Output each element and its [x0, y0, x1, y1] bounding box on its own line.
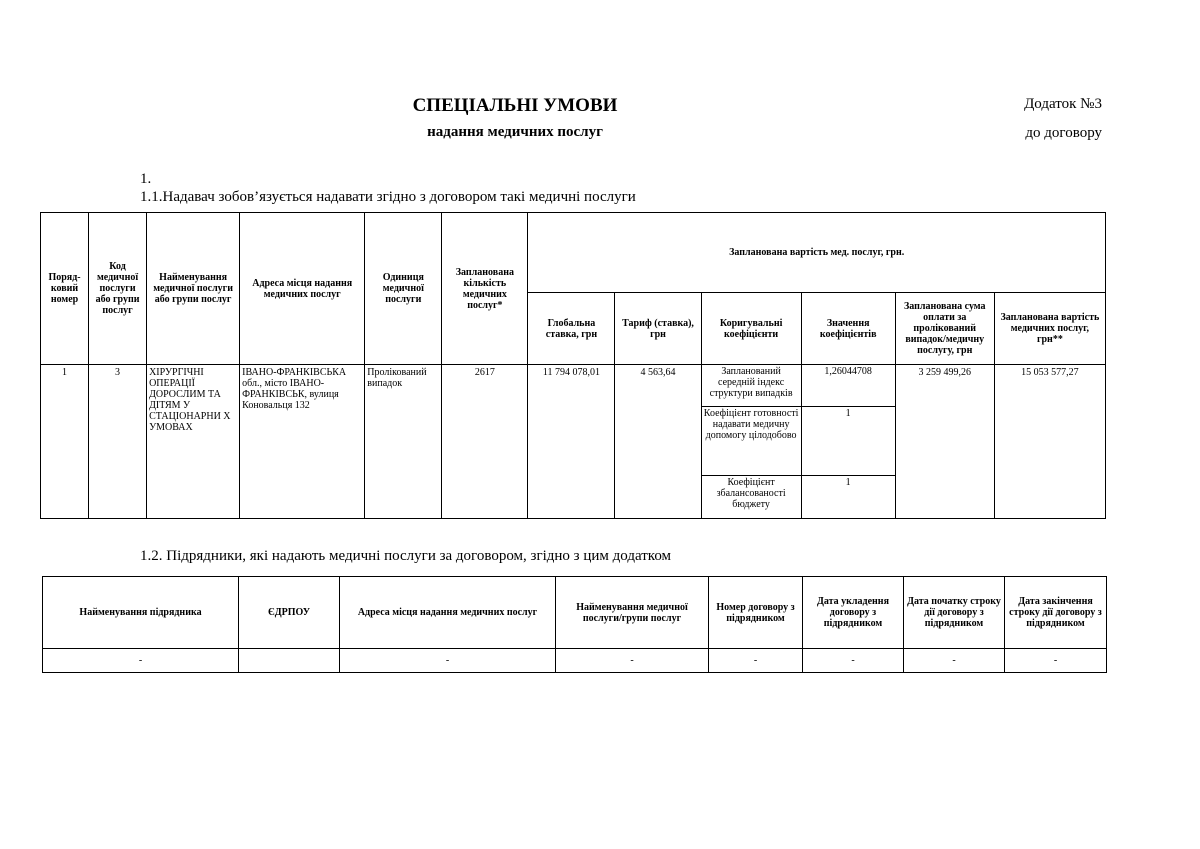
- header-coefficient-values: Значення коефіцієнтів: [801, 293, 895, 365]
- services-header-row-1: [41, 213, 1106, 293]
- cell-contract-number: -: [709, 649, 803, 673]
- coefficient-name: Коефіцієнт збалансованості бюджету: [701, 476, 801, 519]
- coefficient-name: Запланований середній індекс структури випадків: [701, 365, 801, 407]
- header-unit: Одиниця медичної послуги: [365, 213, 442, 365]
- document-title: СПЕЦІАЛЬНІ УМОВИ: [412, 95, 618, 116]
- header-sum-per-case: Запланована сума оплати за пролікований випадок/медичну послугу, грн: [895, 293, 994, 365]
- cell-tariff: 4 563,64: [615, 365, 701, 519]
- header-qty: Запланована кількість медичних послуг*: [442, 213, 528, 365]
- cell-contractor-address: -: [340, 649, 556, 673]
- header-name: Найменування медичної послуги або групи послуг: [147, 213, 240, 365]
- header-contractor-service: Найменування медичної послуги/групи послуг: [556, 577, 709, 649]
- cell-service-name: ХІРУРГІЧНІ ОПЕРАЦІЇ ДОРОСЛИМ ТА ДІТЯМ У СТАЦІОНАРНИ Х УМОВАХ: [147, 365, 240, 519]
- header-contractor-address: Адреса місця надання медичних послуг: [340, 577, 556, 649]
- cell-start-date: -: [904, 649, 1005, 673]
- cell-contractor-name: -: [43, 649, 239, 673]
- cell-num: 1: [41, 365, 89, 519]
- cell-sum-per-case: 3 259 499,26: [895, 365, 994, 519]
- cell-end-date: -: [1005, 649, 1107, 673]
- contractors-header-row: [43, 577, 1107, 649]
- header-address: Адреса місця надання медичних послуг: [240, 213, 365, 365]
- header-contract-date: Дата укладення договору з підрядником: [803, 577, 904, 649]
- cell-code: 3: [89, 365, 147, 519]
- header-edrpou: ЄДРПОУ: [239, 577, 340, 649]
- header-total-cost: Запланована вартість медичних послуг, грн**: [994, 293, 1105, 365]
- cell-unit: Пролікований випадок: [365, 365, 442, 519]
- header-contract-number: Номер договору з підрядником: [709, 577, 803, 649]
- header-tariff: Тариф (ставка), грн: [615, 293, 701, 365]
- header-start-date: Дата початку строку дії договору з підрядником: [904, 577, 1005, 649]
- services-table: [40, 212, 1106, 519]
- header-cost-group: Запланована вартість мед. послуг, грн.: [528, 213, 1106, 293]
- header-code: Код медичної послуги або групи послуг: [89, 213, 147, 365]
- header-global-rate: Глобальна ставка, грн: [528, 293, 615, 365]
- cell-total-cost: 15 053 577,27: [994, 365, 1105, 519]
- section-1-2-heading: 1.2. Підрядники, які надають медичні послуги за договором, згідно з цим додатком: [140, 548, 672, 564]
- contractors-table: [42, 576, 1107, 673]
- cell-edrpou: [239, 649, 340, 673]
- header-coefficients: Коригувальні коефіцієнти: [701, 293, 801, 365]
- header-contractor-name: Найменування підрядника: [43, 577, 239, 649]
- cell-qty: 2617: [442, 365, 528, 519]
- coefficient-value: 1: [801, 407, 895, 476]
- contract-label: до договору: [1025, 125, 1102, 141]
- section-1-1-heading: 1.1.Надавач зобов’язується надавати згідно з договором такі медичні послуги: [140, 189, 636, 205]
- header-end-date: Дата закінчення строку дії договору з підрядником: [1005, 577, 1107, 649]
- table-row: [43, 649, 1107, 673]
- coefficient-value: 1,26044708: [801, 365, 895, 407]
- cell-contractor-service: -: [556, 649, 709, 673]
- cell-address: ІВАНО-ФРАНКІВСЬКА обл., місто ІВАНО-ФРАНКІВСЬК, вулиця Коновальця 132: [240, 365, 365, 519]
- section-number: 1.: [140, 171, 152, 187]
- coefficient-value: 1: [801, 476, 895, 519]
- coefficient-name: Коефіцієнт готовності надавати медичну допомогу цілодобово: [701, 407, 801, 476]
- document-subtitle: надання медичних послуг: [427, 124, 603, 140]
- appendix-label: Додаток №3: [1024, 96, 1102, 112]
- services-data-row: [41, 365, 1106, 407]
- cell-global-rate: 11 794 078,01: [528, 365, 615, 519]
- header-num: Поряд-ковий номер: [41, 213, 89, 365]
- cell-contract-date: -: [803, 649, 904, 673]
